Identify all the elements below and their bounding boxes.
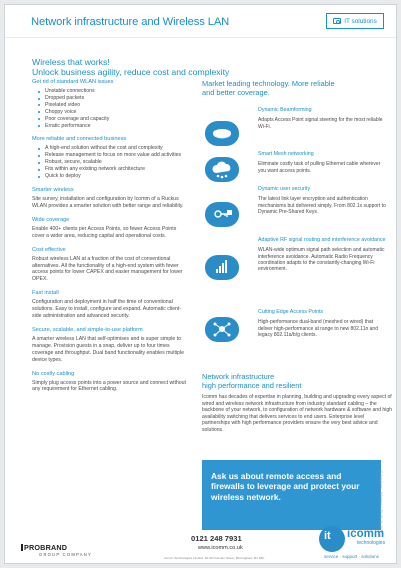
logo-brand: PROBRAND xyxy=(24,543,68,552)
camera-icon xyxy=(333,18,341,24)
access-point-icon xyxy=(202,103,258,151)
it-solutions-badge[interactable] xyxy=(326,13,384,29)
section-heading: Fast install xyxy=(32,290,59,297)
section-reliable xyxy=(32,136,190,180)
lead-text xyxy=(32,57,232,77)
logo-mark-text: it xyxy=(324,530,331,542)
feature-title: Adaptive RF signal routing and interference avoidance xyxy=(258,237,386,243)
heading-line: and better coverage. xyxy=(202,88,270,97)
section-heading: Cost effective xyxy=(32,246,66,253)
feature-body: High-performance dual-band (meshed or wired) that deliver high-performance at range to new 802.11n and legacy 802.11a/b/g clients. xyxy=(258,319,378,338)
list-item: Robust, secure, scalable xyxy=(45,159,190,166)
section-secure xyxy=(32,327,190,364)
section-smarter xyxy=(32,187,190,210)
section-heading: More reliable and connected business xyxy=(32,136,127,143)
feature-title: Cutting Edge Access Points xyxy=(258,309,324,315)
list-item: Pixelated video xyxy=(45,102,190,109)
feature-body: Adapts Access Point signal steering for the most reliable Wi-Fi. xyxy=(258,117,383,130)
feature-body: The latest link layer encryption and authentication mechanisms but delivered simply. From 802.1x support to Dynamic Pre-Shared Keys. xyxy=(258,196,386,215)
section-heading: No costly cabling xyxy=(32,370,75,377)
datasheet-page xyxy=(4,4,397,564)
section-body: Robust wireless LAN at a fraction of the cost of conventional alternatives. All the functionality of a high-end system with fewer access points for lower CAPEX and easier management for lower OPEX. xyxy=(32,255,183,283)
reference-text: IT Solutions - Wireless LAN 01-11-16 VC1 xyxy=(379,470,383,537)
section-body: Configuration and deployment in half the time of conventional solutions. Easy to install, configure and expand. Automatic client-side administration and advanced security. xyxy=(32,299,182,320)
section-fast-install xyxy=(32,290,190,320)
probrand-logo xyxy=(21,543,92,557)
heading-line: Market leading technology. More reliable xyxy=(202,79,335,88)
list-item: Release management to focus on more value add activities xyxy=(45,152,190,159)
feature-beamforming xyxy=(202,103,392,151)
page-title: Network infrastructure and Wireless LAN xyxy=(31,16,230,28)
feature-body: WLAN-wide optimum signal path selection and automatic interference avoidance. Automatic Radio Frequency coordination adapts to the constantly-changing Wi-Fi environment. xyxy=(258,247,385,272)
feature-mesh xyxy=(202,151,392,186)
section-heading: Wide coverage xyxy=(32,216,70,223)
phone-number[interactable]: 0121 248 7931 xyxy=(191,534,242,543)
lead-line-1: Wireless that works! xyxy=(32,57,110,67)
reliable-list xyxy=(32,145,190,180)
logo-tagline: technologies xyxy=(357,540,386,546)
performance-section xyxy=(202,372,392,433)
list-item: Unstable connections xyxy=(45,88,190,95)
section-heading: Get rid of standard WLAN issues xyxy=(32,79,114,85)
company-address: Icomm Technologies Limited, 40-96 Dunstan Street, Birmingham, B1 1BF xyxy=(164,556,265,560)
icomm-logo xyxy=(319,526,397,562)
list-item: Erratic performance xyxy=(45,123,190,130)
list-item: Quick to deploy xyxy=(45,173,190,180)
logo-name: icomm xyxy=(347,528,385,540)
feature-body: Eliminate costly task of pulling Ethernet cable wherever you want access points. xyxy=(258,161,381,174)
logo-subtitle: GROUP COMPANY xyxy=(39,552,92,557)
page-header xyxy=(5,5,396,38)
network-nodes-icon xyxy=(202,309,258,357)
section-heading: Smarter wireless xyxy=(32,186,74,193)
section-body: Site survey, installation and configuration by Icomm of a Ruckus WLAN provides a smarter solution with better range and reliability. xyxy=(32,195,184,209)
section-body: A smarter wireless LAN that self-optimises and is super simple to manage. Provision guests in a snap, deliver up to four times coverage and throughput. Dual band functionality enables multiple device types. xyxy=(32,335,184,363)
performance-body: Icomm has decades of expertise in planning, building and upgrading every aspect of wired and wireless network infrastructure from industry standard cabling – the backbone of your network, to configuration of network hardware & software and high availability switching that delivers services to end users. Enterprise level partnerships with high performance providers ensure the very best advice and solutions. xyxy=(202,394,392,433)
feature-rf-routing xyxy=(202,237,392,309)
list-item: Fits within any existing network architecture xyxy=(45,166,190,173)
performance-heading xyxy=(202,372,392,390)
list-item: Dropped packets xyxy=(45,95,190,102)
list-item: A high-end solution without the cost and complexity xyxy=(45,145,190,152)
section-cost xyxy=(32,247,190,284)
heading-line: Network infrastructure xyxy=(202,372,275,381)
cta-box: Ask us about remote access and firewalls to leverage and protect your wireless network. xyxy=(202,460,381,530)
feature-title: Smart Mesh networking xyxy=(258,151,314,157)
issues-list xyxy=(32,88,190,129)
technology-heading xyxy=(202,79,392,97)
badge-label: IT solutions xyxy=(344,17,377,25)
section-body: Simply plug access points into a power source and connect without any requirement for Ethernet cabling. xyxy=(32,379,186,393)
logo-services: service · support · solutions xyxy=(324,554,380,559)
logo-bar-icon xyxy=(21,544,23,551)
list-item: Poor coverage and capacity xyxy=(45,116,190,123)
lead-line-2: Unlock business agility, reduce cost and complexity xyxy=(32,67,230,77)
feature-security xyxy=(202,186,392,237)
list-item: Choppy voice xyxy=(45,109,190,116)
right-column xyxy=(202,79,392,371)
section-body: Enable 400+ clients per Access Points, so fewer Access Points cover a wider area, reducing capital and operational costs. xyxy=(32,225,177,239)
feature-title: Dynamic Beamforming xyxy=(258,107,312,113)
section-cabling xyxy=(32,371,190,394)
key-lock-icon xyxy=(202,186,258,234)
signal-bars-icon xyxy=(202,237,258,285)
heading-line: high performance and resilient xyxy=(202,381,302,390)
feature-title: Dynamic user security xyxy=(258,186,311,192)
website-link[interactable]: www.icomm.co.uk xyxy=(198,545,243,551)
section-issues xyxy=(32,79,190,129)
feature-access-points xyxy=(202,309,392,371)
logo-mark xyxy=(319,526,345,552)
section-coverage xyxy=(32,217,190,240)
document-reference xyxy=(379,470,390,537)
section-heading: Secure, scalable, and simple-to-use platform xyxy=(32,326,143,333)
left-column xyxy=(32,79,190,400)
